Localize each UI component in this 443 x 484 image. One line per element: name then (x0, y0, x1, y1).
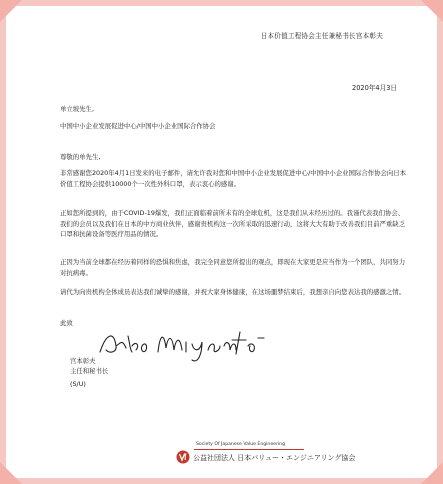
signatory-name: 宫本彰夫 (70, 357, 96, 365)
letter-paper (14, 12, 429, 472)
footer-rule (194, 449, 304, 450)
letter-date: 2020年4月3日 (352, 84, 397, 92)
border-top (0, 0, 443, 6)
border-bottom (0, 478, 443, 484)
paragraph-4: 请代为向贵机构全体成员表达我们诚挚的感谢，并祝大家身体健康，在这场噩梦结束后，我想亲自向您表达我的感激之情。 (60, 288, 406, 296)
society-name-jp: 公益社団法人 日本バリュー・エンジニアリング協会 (193, 454, 356, 462)
letterhead-footer (176, 442, 356, 468)
recipient-organization: 中国中小企业发展促进中心/中国中小企业国际合作协会 (60, 122, 216, 130)
signatory-initials: (S/U) (70, 380, 86, 388)
society-logo-icon (176, 450, 190, 464)
paragraph-1: 非常感谢您2020年4月1日发来的电子邮件，请允许我对您和中国中小企业发展促进中心/中国中小企业国际合作协会向日本价值工程协会提供10000个一次性外科口罩，表示衷心的感谢。 (60, 169, 407, 188)
society-name-en: Society Of Japanese Value Engineering (196, 442, 285, 447)
closing: 此致 (60, 319, 73, 327)
border-left (0, 0, 6, 484)
paragraph-2: 正如您所提到的，由于COVID-19爆发，我们正面临着前所未有的全球危机，这是我们从未经历过的。我谨代表我们协会、我们的会员以及我们在日本的中方商业伙伴，感谢贵机构这一次所采取的迅速行动，这将大大有助于改善我们目前严重缺乏口罩和抗菌设备等医疗用品的情况。 (60, 209, 406, 238)
paragraph-3: 正因为当前全球都在经历着同样的恐惧和焦虑，我完全同意您所提出的观点，即现在大家更是应当作为一个团队，共同努力对抗病毒。 (60, 258, 406, 277)
handwritten-signature (96, 324, 296, 362)
salutation: 尊敬的单先生, (60, 153, 101, 161)
recipient: 单立坡先生, (60, 105, 94, 113)
border-right (437, 0, 443, 484)
signatory-title: 主任和秘书长 (70, 367, 109, 375)
letter-header-title: 日本价值工程协会主任兼秘书长宫本彰夫 (260, 32, 383, 40)
